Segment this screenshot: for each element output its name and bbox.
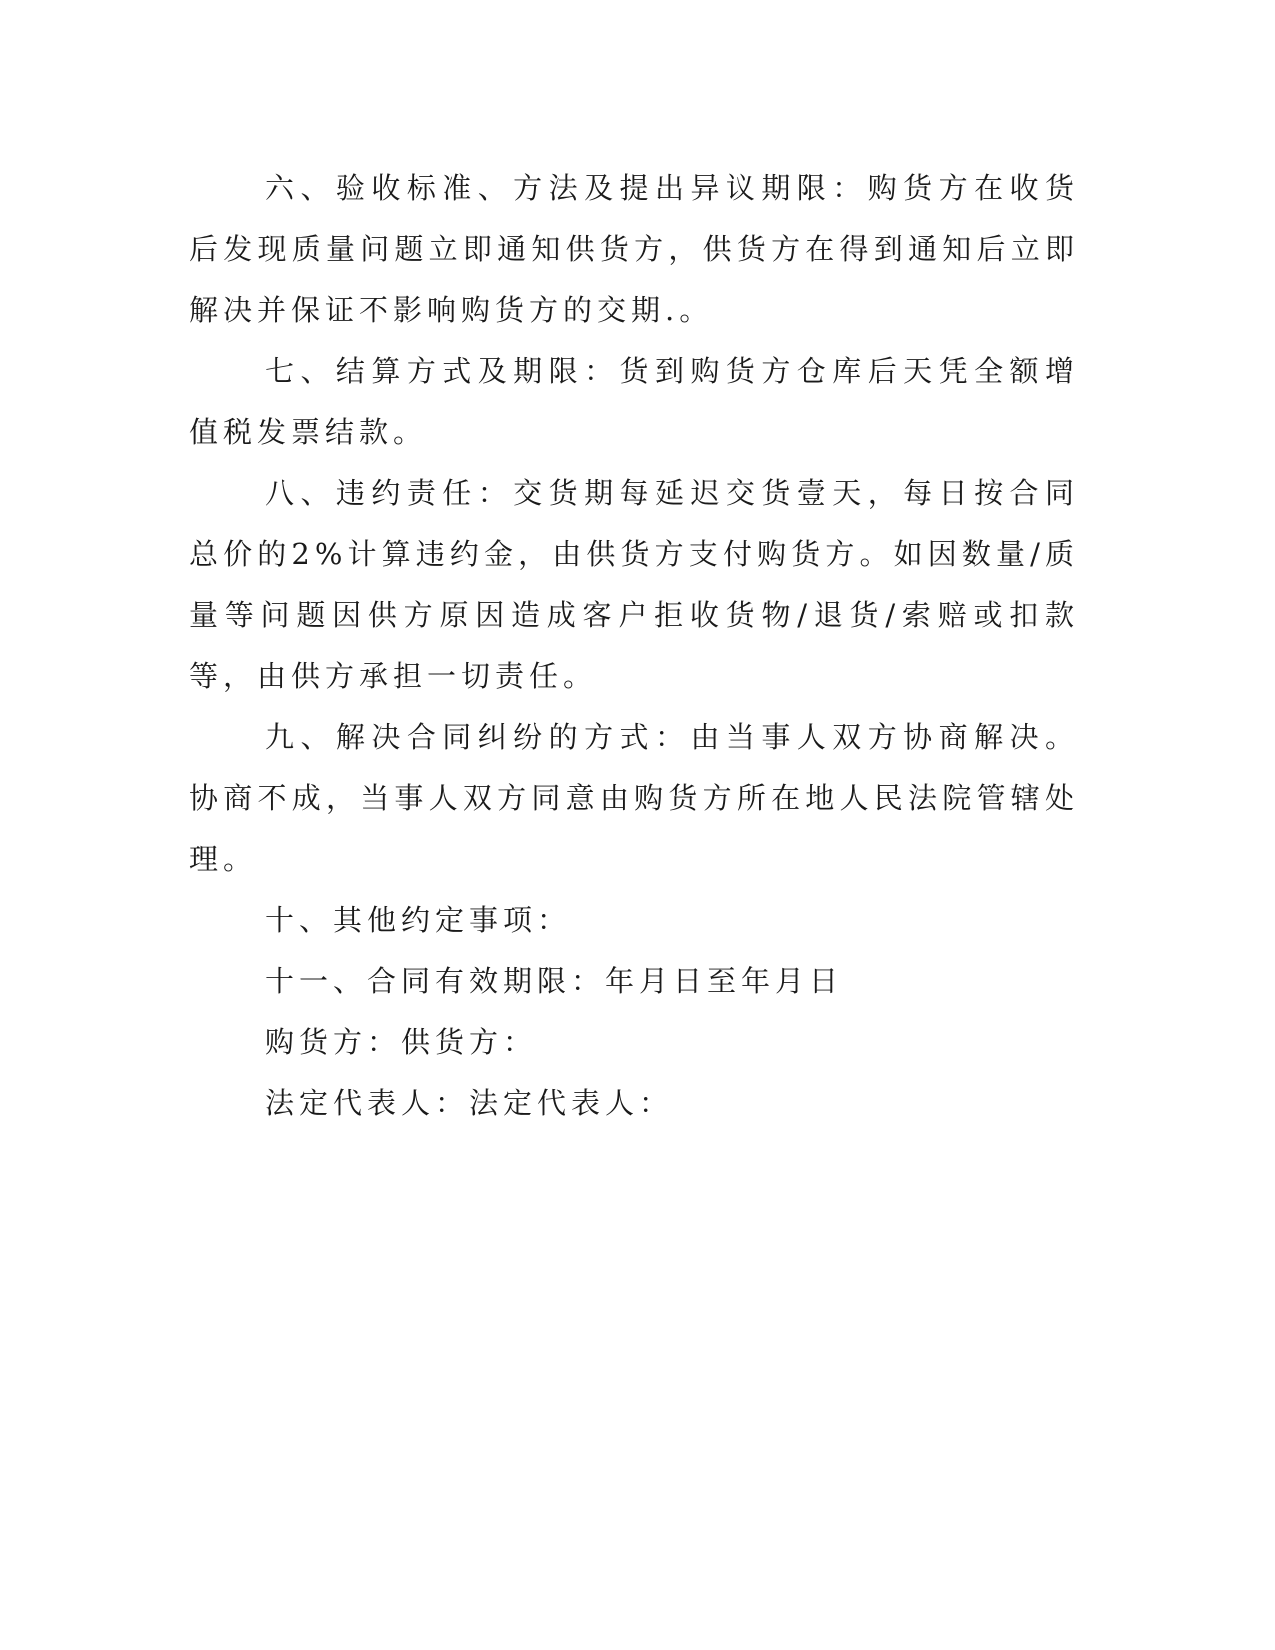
- document-body: [189, 158, 1079, 1134]
- clause-breach-liability: 八、违约责任：交货期每延迟交货壹天，每日按合同总价的2%计算违约金，由供货方支付购货方。如因数量/质量等问题因供方原因造成客户拒收货物/退货/索赔或扣款等，由供方承担一切责任。: [189, 476, 1079, 693]
- clause-dispute-resolution: 九、解决合同纠纷的方式：由当事人双方协商解决。协商不成，当事人双方同意由购货方所在地人民法院管辖处理。: [189, 720, 1079, 876]
- signature-parties: 购货方：供货方：: [265, 1025, 538, 1059]
- clause-validity-period: 十一、合同有效期限：年月日至年月日: [265, 964, 844, 998]
- signature-legal-representatives: 法定代表人：法定代表人：: [265, 1086, 674, 1120]
- clause-inspection-standards: 六、验收标准、方法及提出异议期限：购货方在收货后发现质量问题立即通知供货方，供货方在得到通知后立即解决并保证不影响购货方的交期.。: [189, 171, 1079, 327]
- clause-settlement-method: 七、结算方式及期限：货到购货方仓库后天凭全额增值税发票结款。: [189, 354, 1079, 449]
- clause-other-matters: 十、其他约定事项：: [265, 903, 572, 937]
